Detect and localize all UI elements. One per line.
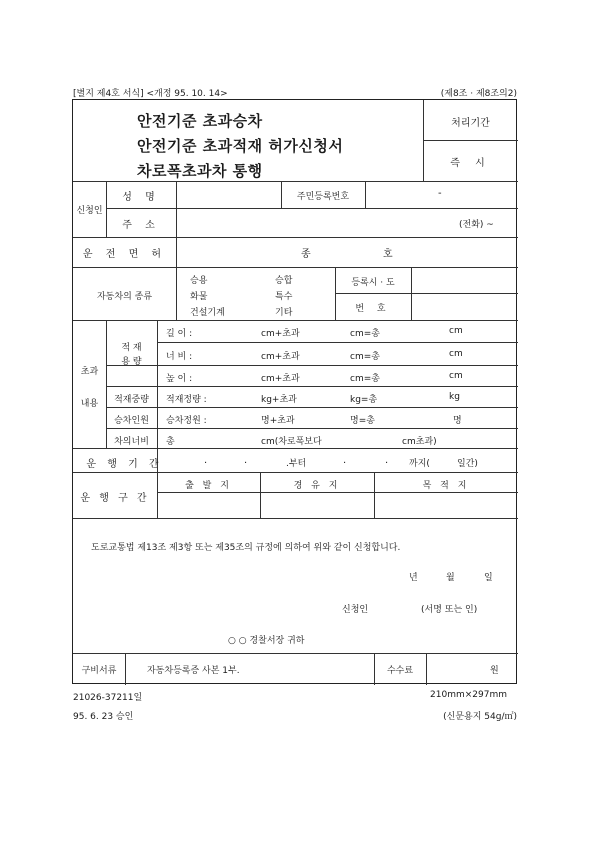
vehicle-type-other: 기타 (275, 308, 293, 318)
operation-period-label: 운 행 기 간 (86, 459, 163, 470)
vehicle-width-lane: cm(차로폭보다 (261, 437, 322, 447)
registration-city-label: 등록시 · 도 (351, 278, 395, 288)
length-label: 길 이 : (166, 329, 193, 339)
fee-unit: 원 (490, 666, 499, 676)
vehicle-width-label: 차의너비 (114, 437, 149, 447)
height-excess: cm+초과 (261, 374, 300, 384)
period-days: 일간) (457, 459, 478, 469)
vehicle-width-total: 총 (166, 437, 175, 447)
width-total: cm=총 (350, 352, 380, 362)
period-until: 까지( (409, 459, 430, 469)
via-label: 경 유 지 (293, 481, 341, 491)
period-dot-2: . (244, 455, 248, 466)
form-number: [별지 제4호 서식] <개정 95. 10. 14> (73, 89, 228, 99)
required-docs-value: 자동차등록증 사본 1부. (147, 666, 240, 676)
form-code: 21026-37211일 (73, 693, 143, 703)
address-label: 주 소 (122, 220, 160, 231)
required-docs-label: 구비서류 (81, 666, 117, 676)
resident-number-label: 주민등록번호 (296, 192, 350, 202)
passengers-label: 승차인원 (114, 416, 149, 426)
title-line-1: 안전기준 초과승차 (137, 112, 263, 130)
weight-unit: kg (449, 392, 460, 402)
name-label: 성 명 (122, 192, 160, 203)
processing-period-label: 처리기간 (451, 118, 490, 129)
passengers-excess: 명+초과 (261, 416, 295, 426)
weight-excess: kg+초과 (261, 395, 297, 405)
period-from: .부터 (286, 459, 307, 469)
date-year: 년 (409, 573, 418, 583)
applicant-section-label: 신청인 (76, 206, 103, 216)
date-day: 일 (484, 573, 493, 583)
vehicle-width-excess: cm초과) (402, 437, 437, 447)
period-dot-3: . (343, 455, 347, 466)
resident-number-dash: - (438, 188, 442, 199)
vehicle-type-label: 자동차의 종류 (96, 292, 153, 302)
application-form (72, 99, 517, 684)
signer-label: 신청인 (342, 605, 369, 615)
article-reference: (제8조 · 제8조의2) (440, 89, 517, 99)
vehicle-type-passenger: 승용 (190, 276, 208, 286)
height-unit: cm (449, 371, 463, 381)
processing-period-value: 즉 시 (450, 158, 491, 169)
capacity-label-2: 용 량 (121, 357, 142, 367)
vehicle-type-cargo: 화물 (190, 292, 208, 302)
excess-detail-label: 내용 (80, 399, 99, 409)
declaration-text: 도로교통법 제13조 제3항 또는 제35조의 규정에 의하여 위와 같이 신청합니다. (91, 543, 401, 553)
paper-type: (신문용지 54g/㎡) (443, 712, 517, 722)
approval-date: 95. 6. 23 승인 (73, 712, 134, 722)
rated-passengers-label: 승차정원 : (166, 416, 207, 426)
license-type-label: 종 (301, 249, 311, 260)
passengers-unit: 명 (453, 416, 462, 426)
signature-note: (서명 또는 인) (421, 605, 478, 615)
period-dot-1: . (204, 455, 208, 466)
vehicle-number-label: 번 호 (355, 304, 391, 314)
vehicle-type-van: 승합 (275, 276, 293, 286)
paper-size: 210mm×297mm (430, 690, 507, 700)
title-line-2: 안전기준 초과적재 허가신청서 (137, 137, 344, 155)
capacity-label-1: 적 재 (121, 343, 142, 353)
vehicle-type-construction: 건설기계 (190, 308, 225, 318)
license-label: 운 전 면 허 (82, 249, 167, 260)
period-dot-4: . (385, 455, 389, 466)
width-label: 너 비 : (166, 352, 193, 362)
length-unit: cm (449, 326, 463, 336)
load-weight-label: 적재중량 (114, 395, 149, 405)
date-month: 월 (446, 573, 455, 583)
width-excess: cm+초과 (261, 352, 300, 362)
route-label: 운 행 구 간 (80, 493, 150, 504)
vehicle-type-special: 특수 (275, 292, 293, 302)
height-label: 높 이 : (166, 374, 193, 384)
fee-label: 수수료 (386, 666, 414, 676)
origin-label: 출 발 지 (185, 481, 232, 491)
license-number-label: 호 (383, 249, 393, 260)
phone-label: (전화) ~ (459, 220, 494, 230)
addressee: ○ ○ 경찰서장 귀하 (228, 636, 305, 646)
width-unit: cm (449, 349, 463, 359)
excess-section-label: 초과 (80, 367, 99, 377)
title-line-3: 차로폭초과차 통행 (137, 162, 263, 180)
weight-total: kg=총 (350, 395, 378, 405)
passengers-total: 명=총 (350, 416, 375, 426)
rated-load-label: 적재정량 : (166, 395, 207, 405)
length-total: cm=총 (350, 329, 380, 339)
destination-label: 목 적 지 (422, 481, 470, 491)
height-total: cm=총 (350, 374, 380, 384)
length-excess: cm+초과 (261, 329, 300, 339)
